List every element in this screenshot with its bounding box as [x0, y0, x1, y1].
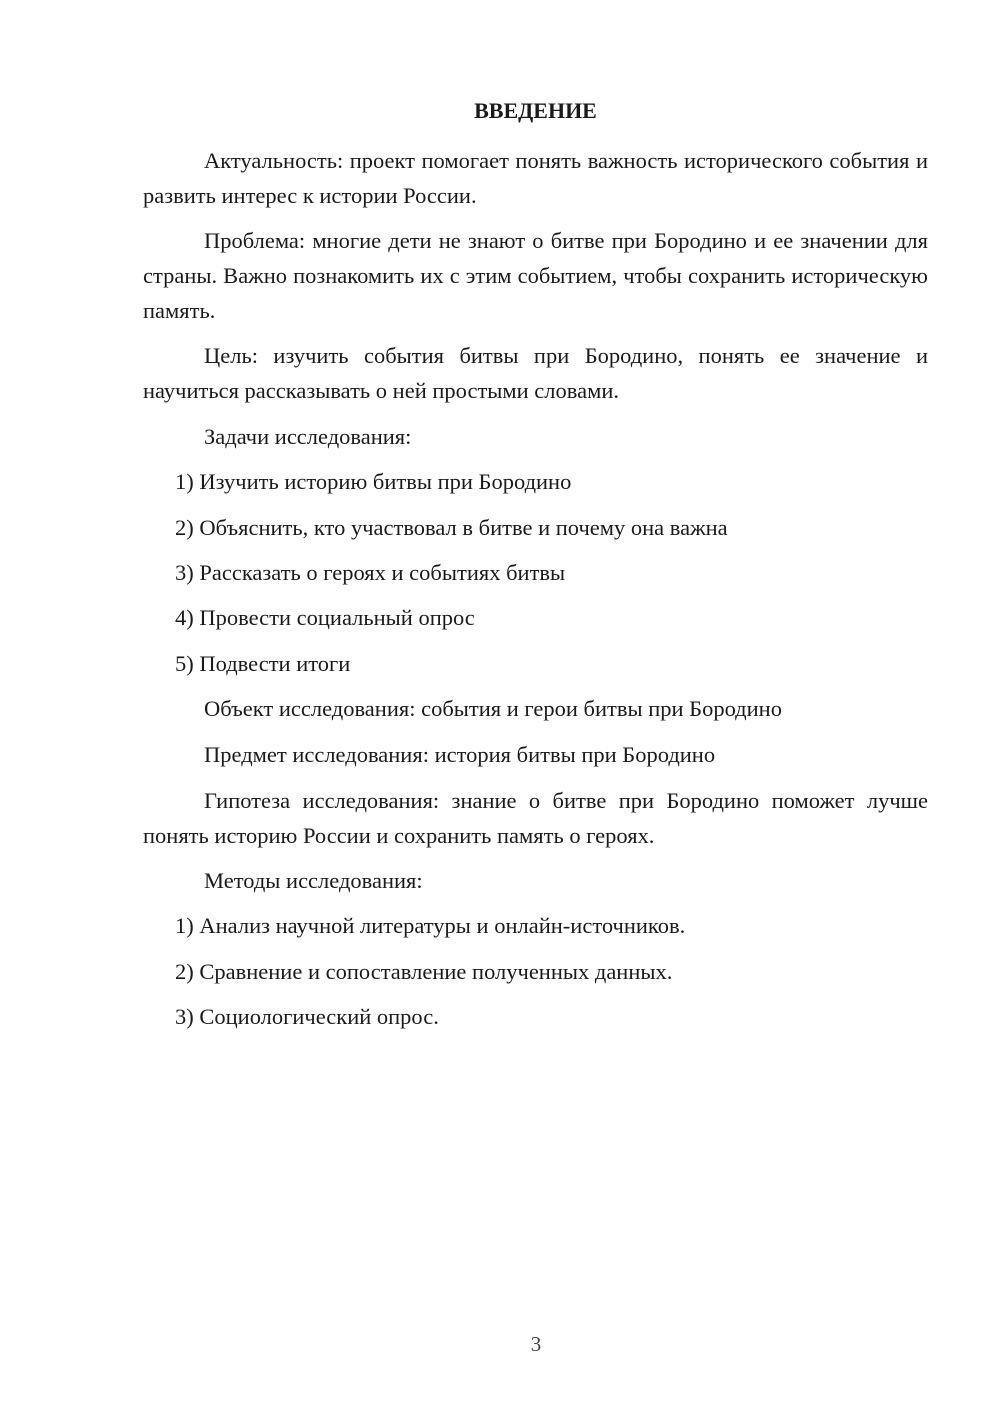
relevance-paragraph: Актуальность: проект помогает понять важность исторического события и развить интерес к истории России. — [143, 148, 928, 208]
task-item: 3) Рассказать о героях и событиях битвы — [175, 560, 566, 585]
hypothesis-paragraph: Гипотеза исследования: знание о битве при Бородино поможет лучше понять историю России и сохранить память о героях. — [143, 788, 928, 848]
method-item: 2) Сравнение и сопоставление полученных данных. — [175, 959, 673, 984]
section-heading: ВВЕДЕНИЕ — [474, 98, 597, 123]
research-object: Объект исследования: события и герои битвы при Бородино — [204, 696, 782, 721]
page-number: 3 — [530, 1332, 542, 1356]
goal-paragraph: Цель: изучить события битвы при Бородино, понять ее значение и научиться рассказывать о ней простыми словами. — [143, 343, 928, 403]
research-subject: Предмет исследования: история битвы при Бородино — [204, 742, 716, 767]
task-item: 1) Изучить историю битвы при Бородино — [175, 469, 572, 494]
task-item: 4) Провести социальный опрос — [175, 605, 475, 630]
method-item: 1) Анализ научной литературы и онлайн-источников. — [175, 913, 686, 938]
problem-paragraph: Проблема: многие дети не знают о битве при Бородино и ее значении для страны. Важно познакомить их с этим событием, чтобы сохранить историческую память. — [143, 228, 928, 323]
tasks-title: Задачи исследования: — [204, 424, 412, 449]
method-item: 3) Социологический опрос. — [175, 1004, 439, 1029]
task-item: 2) Объяснить, кто участвовал в битве и почему она важна — [175, 515, 728, 540]
task-item: 5) Подвести итоги — [175, 651, 351, 676]
methods-title: Методы исследования: — [204, 868, 423, 893]
